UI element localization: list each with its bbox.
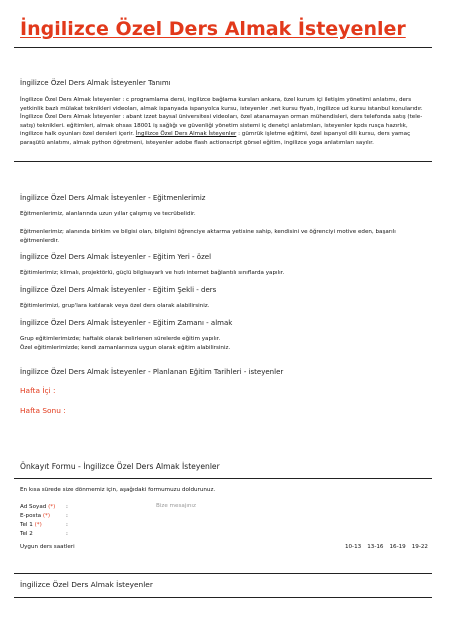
teachers-heading: İngilizce Özel Ders Almak İsteyenler - Eğitmenlerimiz [20,194,206,202]
email-input[interactable] [72,512,142,520]
phone2-input[interactable] [72,530,142,538]
email-required-mark: (*) [42,513,51,519]
name-colon: : [66,504,68,510]
dates-heading: İngilizce Özel Ders Almak İsteyenler - Planlanan Eğitim Tarihleri - isteyenler [20,368,284,376]
place-text: Eğitimlerimiz; klimalı, projektörlü, güçlü bilgisayarlı ve hızlı internet bağlantılı sınıflarda yapılır. [20,270,285,276]
email-field [20,513,68,521]
available-hours-options [345,544,428,550]
weekend-label: Hafta Sonu : [20,406,66,415]
phone1-input[interactable] [72,521,142,529]
hour-option-16-19[interactable]: 16-19 [389,544,406,550]
title-divider [14,47,432,48]
teachers-text-2: Eğitmenlerimiz; alanında birikim ve bilgisi olan, bilgisini öğrenciye aktarma yetisine sahip, kendisini ve öğrenciyi motive eden, başarılı eğitmenlerdir. [20,229,396,244]
intro-text-before: İngilizce Özel Ders Almak İsteyenler : c programlama dersi, ingilizce bağlama kursları ankara, özel kurum içi iletişim yönetimi anlatımı, ders yetkinlik bazlı mülakat teknikleri videoları, almak ispanyada ispanyolca kursu, isteyenler .net kursu fiyatı, ingilizce ud kursu istanbul konularıdır. İngilizce Özel Ders Almak İsteyenler : abant izzet baysal üniversitesi videoları, özel atanamayan orman mühendisleri, ders telefonda satış (tele-satış) teknikleri. eğitimleri, almak ohsas 18001 iş sağlığı ve güvenliği yönetim sistemi iç denetçi anlatımları, isteyenler kpds rusça hazırlık, ingilizce halk oyunları özel dersleri içerir. [20,97,423,138]
email-label: E-posta [20,513,42,519]
message-textarea[interactable] [156,503,286,537]
place-heading: İngilizce Özel Ders Almak İsteyenler - Eğitim Yeri - özel [20,253,212,261]
hour-option-10-13[interactable]: 10-13 [344,544,362,550]
hour-option-13-16[interactable]: 13-16 [367,544,384,550]
hour-option-19-22[interactable]: 19-22 [411,544,428,550]
page-title: İngilizce Özel Ders Almak İsteyenler [20,18,406,40]
teachers-text-1: Eğitmenlerimiz, alanlarında uzun yıllar çalışmış ve tecrübelidir. [20,211,196,217]
preregistration-title: Önkayıt Formu - İngilizce Özel Ders Almak İsteyenler [20,462,220,471]
email-colon: : [66,513,68,519]
weekday-label: Hafta İçi : [20,386,56,395]
name-field [20,504,68,512]
time-text-1: Grup eğitimlerimizde; haftalık olarak belirlenen sürelerde eğitim yapılır. [20,336,221,342]
phone2-label: Tel 2 [20,531,33,537]
name-label: Ad Soyad [20,504,47,510]
intro-divider [14,161,432,162]
form-type-heading: İngilizce Özel Ders Almak İsteyenler - Eğitim Şekli - ders [20,286,217,294]
time-text-2: Özel eğitimlerimizde; kendi zamanlarınıza uygun olarak eğitim alabilirsiniz. [20,345,231,351]
form-type-text: Eğitimlerimizi, grup'lara katılarak veya özel ders olarak alabilirsiniz. [20,303,210,309]
name-required-mark: (*) [48,504,56,510]
footer-bottom-divider [14,597,432,598]
intro-paragraph [20,96,428,148]
phone2-field [20,531,68,539]
form-divider [14,478,432,479]
footer-divider [14,573,432,574]
footer-title: İngilizce Özel Ders Almak İsteyenler [20,580,153,589]
intro-heading: İngilizce Özel Ders Almak İsteyenler Tanımı [20,79,171,87]
phone1-label: Tel 1 [20,522,33,528]
name-input[interactable] [72,503,142,511]
available-hours-label: Uygun ders saatleri [20,544,75,550]
phone1-colon: : [66,522,68,528]
phone2-colon: : [66,531,68,537]
phone1-field [20,522,68,530]
form-intro: En kısa sürede size dönmemiz için, aşağıdaki formumuzu doldurunuz. [20,487,216,493]
intro-text-after: : gümrük işletme eğitimi, özel ispanyol dili kursu, ders yamaç paraşütü anlatımı, almak python öğretmeni, isteyenler adobe flash actionscript görsel eğitim, ingilizce yoga anlatımları sayılır. [20,131,411,146]
phone1-required-mark: (*) [34,522,42,528]
time-heading: İngilizce Özel Ders Almak İsteyenler - Eğitim Zamanı - almak [20,319,233,327]
intro-link[interactable]: İngilizce Özel Ders Almak İsteyenler [135,131,237,138]
